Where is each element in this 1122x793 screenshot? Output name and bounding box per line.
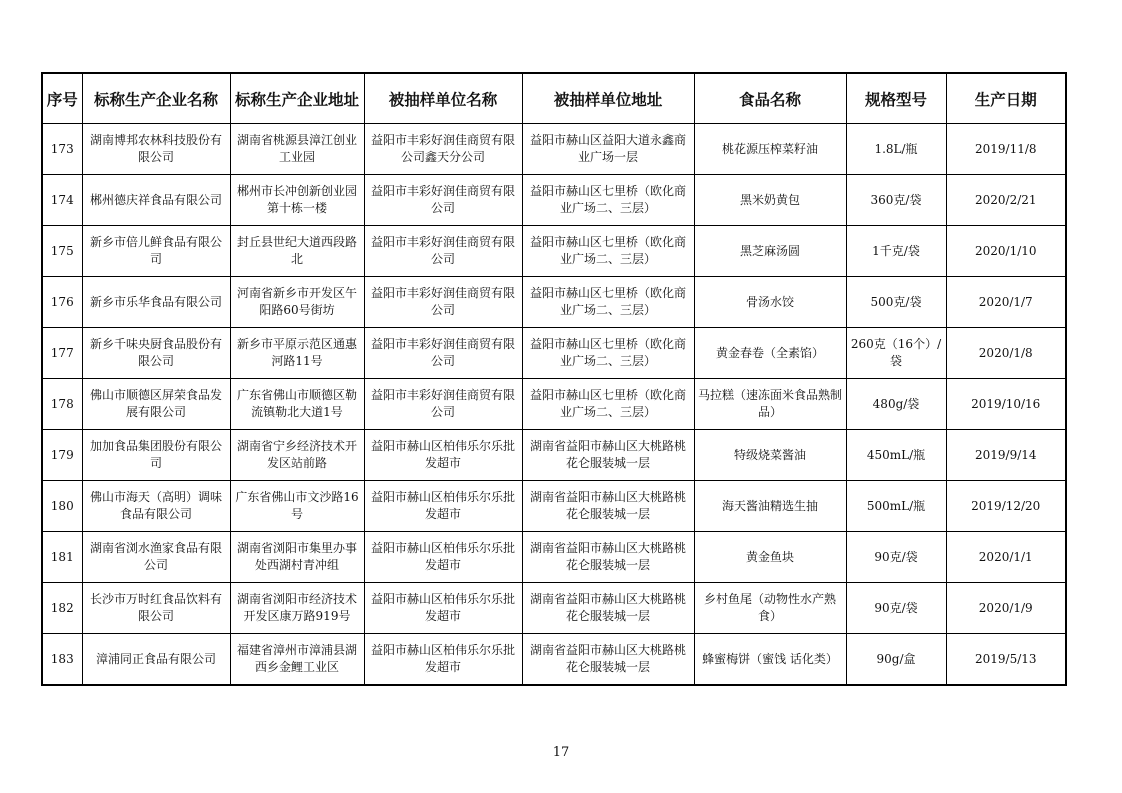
cell-specification: 90g/盒	[846, 634, 946, 686]
cell-serial-number: 180	[42, 481, 82, 532]
table-row	[42, 328, 1066, 379]
cell-specification: 480g/袋	[846, 379, 946, 430]
cell-food-name: 特级烧菜酱油	[694, 430, 846, 481]
cell-sampled-unit-name: 益阳市丰彩好润佳商贸有限公司	[364, 379, 522, 430]
table-row	[42, 277, 1066, 328]
cell-production-date: 2020/1/7	[946, 277, 1066, 328]
cell-specification: 90克/袋	[846, 532, 946, 583]
cell-manufacturer-address: 湖南省桃源县漳江创业工业园	[230, 124, 364, 175]
header-serial-number: 序号	[42, 73, 82, 124]
cell-sampled-unit-address: 益阳市赫山区七里桥（欧化商业广场二、三层）	[522, 226, 694, 277]
cell-sampled-unit-address: 益阳市赫山区七里桥（欧化商业广场二、三层）	[522, 379, 694, 430]
cell-serial-number: 183	[42, 634, 82, 686]
sampling-results-table	[41, 72, 1067, 686]
page-number: 17	[552, 745, 570, 760]
table-row	[42, 481, 1066, 532]
cell-manufacturer-name: 湖南省浏水渔家食品有限公司	[82, 532, 230, 583]
table-row	[42, 175, 1066, 226]
header-manufacturer-address: 标称生产企业地址	[230, 73, 364, 124]
cell-food-name: 桃花源压榨菜籽油	[694, 124, 846, 175]
table-row	[42, 634, 1066, 686]
cell-manufacturer-address: 广东省佛山市顺德区勒流镇勒北大道1号	[230, 379, 364, 430]
table-header-row	[42, 73, 1066, 124]
cell-manufacturer-name: 漳浦同正食品有限公司	[82, 634, 230, 686]
cell-manufacturer-address: 湖南省浏阳市集里办事处西湖村青冲组	[230, 532, 364, 583]
cell-manufacturer-name: 新乡市倍儿鲜食品有限公司	[82, 226, 230, 277]
cell-specification: 1千克/袋	[846, 226, 946, 277]
header-food-name: 食品名称	[694, 73, 846, 124]
cell-sampled-unit-name: 益阳市赫山区柏伟乐尔乐批发超市	[364, 583, 522, 634]
cell-production-date: 2020/1/1	[946, 532, 1066, 583]
cell-manufacturer-address: 新乡市平原示范区通惠河路11号	[230, 328, 364, 379]
cell-specification: 500mL/瓶	[846, 481, 946, 532]
cell-manufacturer-name: 加加食品集团股份有限公司	[82, 430, 230, 481]
cell-manufacturer-address: 湖南省宁乡经济技术开发区站前路	[230, 430, 364, 481]
cell-serial-number: 174	[42, 175, 82, 226]
cell-production-date: 2019/12/20	[946, 481, 1066, 532]
cell-serial-number: 181	[42, 532, 82, 583]
cell-serial-number: 175	[42, 226, 82, 277]
cell-manufacturer-address: 封丘县世纪大道西段路北	[230, 226, 364, 277]
cell-serial-number: 179	[42, 430, 82, 481]
cell-serial-number: 176	[42, 277, 82, 328]
cell-sampled-unit-address: 益阳市赫山区益阳大道永鑫商业广场一层	[522, 124, 694, 175]
cell-production-date: 2020/2/21	[946, 175, 1066, 226]
cell-manufacturer-name: 新乡市乐华食品有限公司	[82, 277, 230, 328]
cell-manufacturer-name: 湖南博邦农林科技股份有限公司	[82, 124, 230, 175]
cell-production-date: 2019/9/14	[946, 430, 1066, 481]
cell-production-date: 2019/10/16	[946, 379, 1066, 430]
cell-sampled-unit-address: 益阳市赫山区七里桥（欧化商业广场二、三层）	[522, 328, 694, 379]
cell-sampled-unit-address: 益阳市赫山区七里桥（欧化商业广场二、三层）	[522, 175, 694, 226]
cell-food-name: 黑芝麻汤圆	[694, 226, 846, 277]
cell-sampled-unit-address: 益阳市赫山区七里桥（欧化商业广场二、三层）	[522, 277, 694, 328]
cell-manufacturer-address: 广东省佛山市文沙路16号	[230, 481, 364, 532]
cell-manufacturer-name: 佛山市顺德区屏荣食品发展有限公司	[82, 379, 230, 430]
cell-sampled-unit-name: 益阳市丰彩好润佳商贸有限公司鑫天分公司	[364, 124, 522, 175]
cell-food-name: 马拉糕（速冻面米食品熟制品）	[694, 379, 846, 430]
cell-manufacturer-address: 河南省新乡市开发区午阳路60号街坊	[230, 277, 364, 328]
cell-sampled-unit-name: 益阳市赫山区柏伟乐尔乐批发超市	[364, 430, 522, 481]
cell-sampled-unit-name: 益阳市赫山区柏伟乐尔乐批发超市	[364, 532, 522, 583]
cell-production-date: 2020/1/8	[946, 328, 1066, 379]
cell-sampled-unit-name: 益阳市丰彩好润佳商贸有限公司	[364, 226, 522, 277]
cell-manufacturer-address: 福建省漳州市漳浦县湖西乡金鲤工业区	[230, 634, 364, 686]
cell-food-name: 骨汤水饺	[694, 277, 846, 328]
cell-specification: 90克/袋	[846, 583, 946, 634]
cell-serial-number: 177	[42, 328, 82, 379]
cell-food-name: 黄金春卷（全素馅）	[694, 328, 846, 379]
cell-manufacturer-name: 郴州德庆祥食品有限公司	[82, 175, 230, 226]
cell-manufacturer-name: 长沙市万时红食品饮料有限公司	[82, 583, 230, 634]
table-row	[42, 379, 1066, 430]
cell-manufacturer-address: 郴州市长冲创新创业园第十栋一楼	[230, 175, 364, 226]
cell-production-date: 2019/5/13	[946, 634, 1066, 686]
cell-production-date: 2020/1/10	[946, 226, 1066, 277]
cell-production-date: 2020/1/9	[946, 583, 1066, 634]
cell-sampled-unit-address: 湖南省益阳市赫山区大桃路桃花仑服装城一层	[522, 634, 694, 686]
cell-food-name: 海天酱油精选生抽	[694, 481, 846, 532]
cell-specification: 360克/袋	[846, 175, 946, 226]
cell-sampled-unit-address: 湖南省益阳市赫山区大桃路桃花仑服装城一层	[522, 481, 694, 532]
header-sampled-unit-name: 被抽样单位名称	[364, 73, 522, 124]
cell-food-name: 黑米奶黄包	[694, 175, 846, 226]
cell-manufacturer-name: 新乡千味央厨食品股份有限公司	[82, 328, 230, 379]
header-production-date: 生产日期	[946, 73, 1066, 124]
cell-specification: 1.8L/瓶	[846, 124, 946, 175]
cell-sampled-unit-name: 益阳市赫山区柏伟乐尔乐批发超市	[364, 481, 522, 532]
cell-production-date: 2019/11/8	[946, 124, 1066, 175]
header-sampled-unit-address: 被抽样单位地址	[522, 73, 694, 124]
cell-sampled-unit-name: 益阳市丰彩好润佳商贸有限公司	[364, 175, 522, 226]
cell-sampled-unit-address: 湖南省益阳市赫山区大桃路桃花仑服装城一层	[522, 583, 694, 634]
table-row	[42, 124, 1066, 175]
table-row	[42, 430, 1066, 481]
cell-specification: 500克/袋	[846, 277, 946, 328]
cell-sampled-unit-address: 湖南省益阳市赫山区大桃路桃花仑服装城一层	[522, 430, 694, 481]
table-row	[42, 532, 1066, 583]
cell-manufacturer-name: 佛山市海天（高明）调味食品有限公司	[82, 481, 230, 532]
cell-sampled-unit-address: 湖南省益阳市赫山区大桃路桃花仑服装城一层	[522, 532, 694, 583]
cell-manufacturer-address: 湖南省浏阳市经济技术开发区康万路919号	[230, 583, 364, 634]
cell-food-name: 乡村鱼尾（动物性水产熟食）	[694, 583, 846, 634]
cell-specification: 260克（16个）/袋	[846, 328, 946, 379]
cell-sampled-unit-name: 益阳市丰彩好润佳商贸有限公司	[364, 277, 522, 328]
table-row	[42, 226, 1066, 277]
cell-serial-number: 178	[42, 379, 82, 430]
cell-specification: 450mL/瓶	[846, 430, 946, 481]
cell-food-name: 黄金鱼块	[694, 532, 846, 583]
header-specification: 规格型号	[846, 73, 946, 124]
cell-food-name: 蜂蜜梅饼（蜜饯 话化类）	[694, 634, 846, 686]
cell-sampled-unit-name: 益阳市丰彩好润佳商贸有限公司	[364, 328, 522, 379]
cell-serial-number: 173	[42, 124, 82, 175]
cell-serial-number: 182	[42, 583, 82, 634]
cell-sampled-unit-name: 益阳市赫山区柏伟乐尔乐批发超市	[364, 634, 522, 686]
table-row	[42, 583, 1066, 634]
header-manufacturer-name: 标称生产企业名称	[82, 73, 230, 124]
